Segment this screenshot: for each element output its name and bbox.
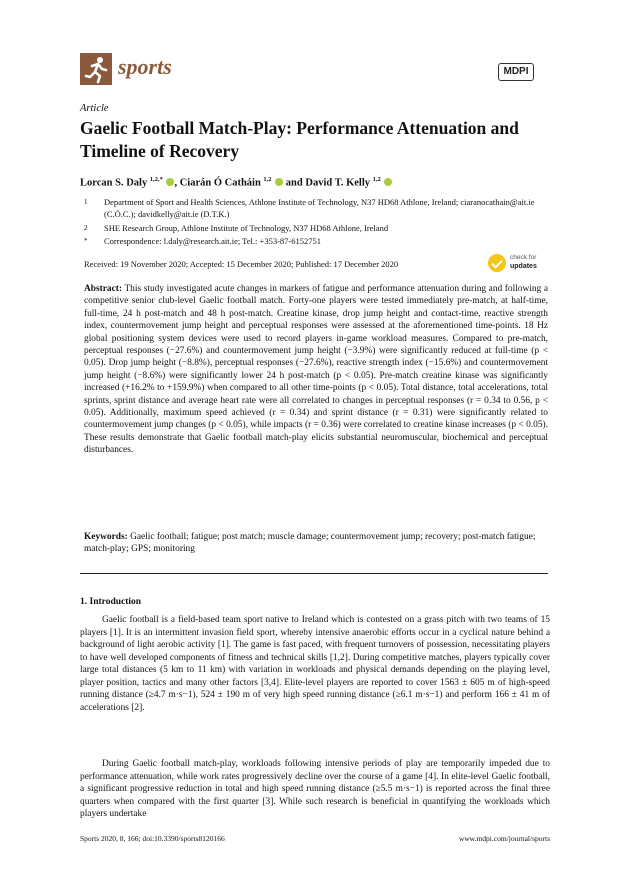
author-affiliation-mark: 1,2 [372,176,381,183]
author-affiliation-mark: 1,2 [263,176,272,183]
citation-footer: Sports 2020, 8, 166; doi:10.3390/sports8120166 [80,834,225,843]
author-name[interactable]: Ciarán Ó Catháin [179,177,261,189]
check-for-updates-badge[interactable]: check for updates [488,253,548,275]
abstract-label: Abstract: [84,284,123,294]
journal-name: sports [118,54,172,79]
paper-title: Gaelic Football Match-Play: Performance Attenuation and Timeline of Recovery [80,118,519,161]
keywords-text: Gaelic football; fatigue; post match; muscle damage; countermovement jump; recovery; post-match fatigue; match-play; GPS; monitoring [84,532,536,555]
orcid-icon[interactable] [384,178,392,186]
keywords-label: Keywords: [84,532,128,542]
publisher-logo: MDPI [498,63,534,81]
author-name[interactable]: Lorcan S. Daly [80,177,148,189]
section-heading: 1. Introduction [80,597,142,607]
divider [80,573,548,574]
journal-logo [80,53,112,85]
author-list: Lorcan S. Daly $^{1,2,*}$ , Ciarán Ó Catháin $^{1,2}$ and David T. Kelly $^{1,2}$ [80,176,550,189]
journal-url[interactable]: www.mdpi.com/journal/sports [458,834,550,843]
author-name[interactable]: David T. Kelly [305,177,371,189]
paragraph: Gaelic football is a field-based team sport native to Ireland which is contested on a grass pitch with two teams of 15 players [1]. It is an intermittent invasion field sport, whereby intensive anaerobic efforts occur in a cyclical nature behind a background of light aerobic activity [1]. The game is fast paced, with frequent turnovers of possession, necessitating players to have well developed components of fitness and technical skills [1,2]. During competitive matches, players typically cover large total distances (5 km to 11 km) with variation in workloads and physical demands depending on the playing level, player position, tactics and many other factors [3,4]. Elite-level players are reported to cover 1563 ± 605 m of high-speed running distance (≥4.7 m·s−1), 524 ± 190 m of very high speed running distance (≥6.1 m·s−1) and perform 166 ± 41 m of accelerations [2]. [80,615,550,713]
keywords [84,531,548,556]
paragraph: During Gaelic football match-play, workloads following intensive periods of play are temporarily impeded due to performance attenuation, while work rates progressively decline over the course of a game [4]. In elite-level Gaelic football, a significant progressive reduction in total and high speed running distance (≥5.5 m·s−1) is reported across the final three quarters when compared with the first quarter [3]. While such research is beneficial in quantifying the workloads which players undertake [80,759,550,819]
check-icon [488,254,506,272]
article-type: Article [80,103,109,114]
publication-dates: Received: 19 November 2020; Accepted: 15 December 2020; Published: 17 December 2020 [84,259,399,269]
author-affiliation-mark: 1,2,* [149,176,163,183]
abstract [84,283,548,457]
orcid-icon[interactable] [275,178,283,186]
abstract-text: This study investigated acute changes in markers of fatigue and performance attenuation during and following a competitive senior club-level Gaelic football match. Forty-one players were tested immediately pre-match, at half-time, full-time, 24 h post-match and 48 h post-match. Creatine kinase, drop jump height and contact-time, reactive strength index, countermovement jump height and perceptual responses were assessed at the aforementioned time-points. 18 Hz global positioning system devices were used to record players in-game workload measures. Compared to pre-match, perceptual responses (−27.6%) and countermovement jump height (−3.9%) were significantly reduced at full-time (p < 0.05). Drop jump height (−8.8%), perceptual responses (−27.6%), reactive strength index (−15.6%) and countermovement jump height (−8.6%) were significantly lower 24 h post-match (p < 0.05). Pre-match creatine kinase was significantly increased (+16.2% to +159.9%) when compared to all other time-points (p < 0.05). Total distance, total accelerations, total sprints, sprint distance and average heart rate were all correlated to changes in perceptual responses (r = 0.34 to 0.56, p < 0.05). Additionally, maximum speed achieved (r = 0.34) and sprint distance (r = 0.31) were significantly related to countermovement jump changes (p < 0.05), while impacts (r = 0.36) were correlated to creatine kinase increases (p < 0.05). These results demonstrate that Gaelic football match-play elicits substantial neuromuscular, biochemical and perceptual disturbances. [84,284,548,456]
runner-icon [80,53,112,85]
